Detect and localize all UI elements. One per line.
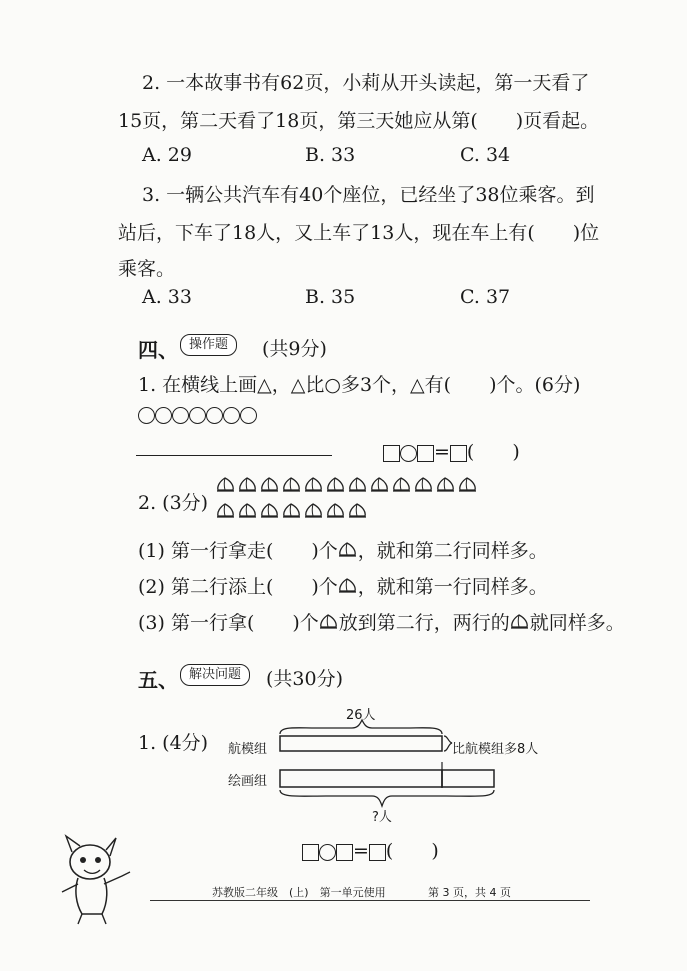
footer-book: 苏教版二年级 (上) 第一单元使用 (212, 886, 386, 899)
row-label-painting: 绘画组 (228, 774, 268, 789)
sub1-tail: ，就和第二行同样多。 (357, 540, 548, 562)
q3-line3: 乘客。 (118, 258, 176, 280)
peach-icon (349, 478, 366, 491)
peach-icon (371, 478, 388, 491)
side-label: 比航模组多8人 (452, 742, 539, 757)
circle-icon (155, 407, 172, 424)
peach-icon (283, 504, 300, 517)
drawing-line[interactable] (136, 455, 332, 456)
peach-row-2 (217, 504, 366, 517)
s4-sub2 (138, 572, 548, 599)
peach-icon (327, 478, 344, 491)
peach-icon (217, 478, 234, 491)
s5-q1-label: 1. (4分) (138, 732, 209, 754)
answer-paren[interactable]: ( ) (385, 840, 439, 862)
s4-q2-label: 2. (3分) (138, 492, 209, 514)
peach-icon (459, 478, 476, 491)
equation-2[interactable] (302, 836, 439, 863)
peach-icon (349, 504, 366, 517)
equals-sign: = (353, 840, 369, 862)
q2-option-c[interactable]: C. 34 (460, 144, 511, 166)
equals-sign: = (434, 441, 450, 463)
answer-paren[interactable]: ( ) (466, 441, 520, 463)
sub2-text: (2) 第二行添上( )个 (138, 576, 338, 598)
section4-banner-text: 操作题 (189, 337, 229, 352)
peach-icon (305, 478, 322, 491)
peach-icon (217, 504, 234, 517)
peach-icon (239, 504, 256, 517)
sub3-mid: 放到第二行，两行的 (338, 612, 510, 634)
section4-score: (共9分) (262, 338, 327, 360)
circle-row (138, 405, 257, 424)
peach-icon (305, 504, 322, 517)
circle-icon (240, 407, 257, 424)
operator-circle[interactable] (400, 445, 417, 462)
bar-painting-group (280, 770, 442, 787)
circle-icon (138, 407, 155, 424)
question-label: ?人 (372, 810, 392, 825)
section5-number: 五、 (138, 668, 178, 692)
blank-box[interactable] (383, 445, 400, 462)
circle-icon (172, 407, 189, 424)
q2-option-b[interactable]: B. 33 (305, 144, 356, 166)
q3-line2: 站后，下车了18人，又上车了13人，现在车上有( )位 (118, 222, 600, 244)
row-label-model: 航模组 (228, 742, 268, 757)
side-brace (444, 736, 452, 751)
blank-box[interactable] (417, 445, 434, 462)
bar-extra (442, 770, 494, 787)
sub3-tail: 就同样多。 (529, 612, 625, 634)
q3-line1: 3. 一辆公共汽车有40个座位，已经坐了38位乘客。到 (142, 184, 595, 206)
blank-box[interactable] (336, 844, 353, 861)
circle-icon (223, 407, 240, 424)
equation-1[interactable] (383, 437, 520, 464)
blank-box[interactable] (369, 844, 386, 861)
sub3-text: (3) 第一行拿( )个 (138, 612, 319, 634)
peach-icon (437, 478, 454, 491)
peach-icon (239, 478, 256, 491)
q3-option-a[interactable]: A. 33 (142, 286, 192, 308)
s4-sub1 (138, 536, 548, 563)
operator-circle[interactable] (319, 844, 336, 861)
mascot-icon (50, 828, 140, 928)
label-26: 26人 (346, 708, 376, 723)
section4-number: 四、 (138, 338, 178, 362)
segment-diagram (276, 718, 506, 810)
sub1-text: (1) 第一行拿走( )个 (138, 540, 338, 562)
blank-box[interactable] (450, 445, 467, 462)
peach-rows (214, 474, 504, 524)
bar-model-group (280, 736, 442, 751)
q2-line2: 15页，第二天看了18页，第三天她应从第( )页看起。 (118, 110, 600, 132)
circle-icon (189, 407, 206, 424)
circle-icon (206, 407, 223, 424)
q2-option-a[interactable]: A. 29 (142, 144, 192, 166)
peach-icon (415, 478, 432, 491)
s4-sub3 (138, 608, 625, 635)
section4-banner (180, 334, 237, 356)
footer-page: 第 3 页，共 4 页 (428, 886, 511, 899)
bottom-brace (280, 790, 494, 806)
peach-icon (338, 541, 358, 559)
footer-rule (150, 900, 590, 901)
q3-option-b[interactable]: B. 35 (305, 286, 356, 308)
peach-icon (261, 478, 278, 491)
top-brace (280, 720, 442, 734)
section5-banner (180, 664, 250, 686)
peach-icon (319, 613, 339, 631)
sub2-tail: ，就和第一行同样多。 (357, 576, 548, 598)
peach-icon (393, 478, 410, 491)
blank-box[interactable] (302, 844, 319, 861)
s4-q1-text: 1. 在横线上画△，△比○多3个，△有( )个。(6分) (138, 374, 581, 396)
q3-option-c[interactable]: C. 37 (460, 286, 511, 308)
peach-row-1 (217, 478, 476, 491)
peach-icon (338, 577, 358, 595)
section5-banner-text: 解决问题 (189, 667, 242, 682)
peach-icon (261, 504, 278, 517)
peach-icon (510, 613, 530, 631)
section5-score: (共30分) (266, 668, 344, 690)
q2-line1: 2. 一本故事书有62页，小莉从开头读起，第一天看了 (142, 72, 590, 94)
peach-icon (283, 478, 300, 491)
peach-icon (327, 504, 344, 517)
